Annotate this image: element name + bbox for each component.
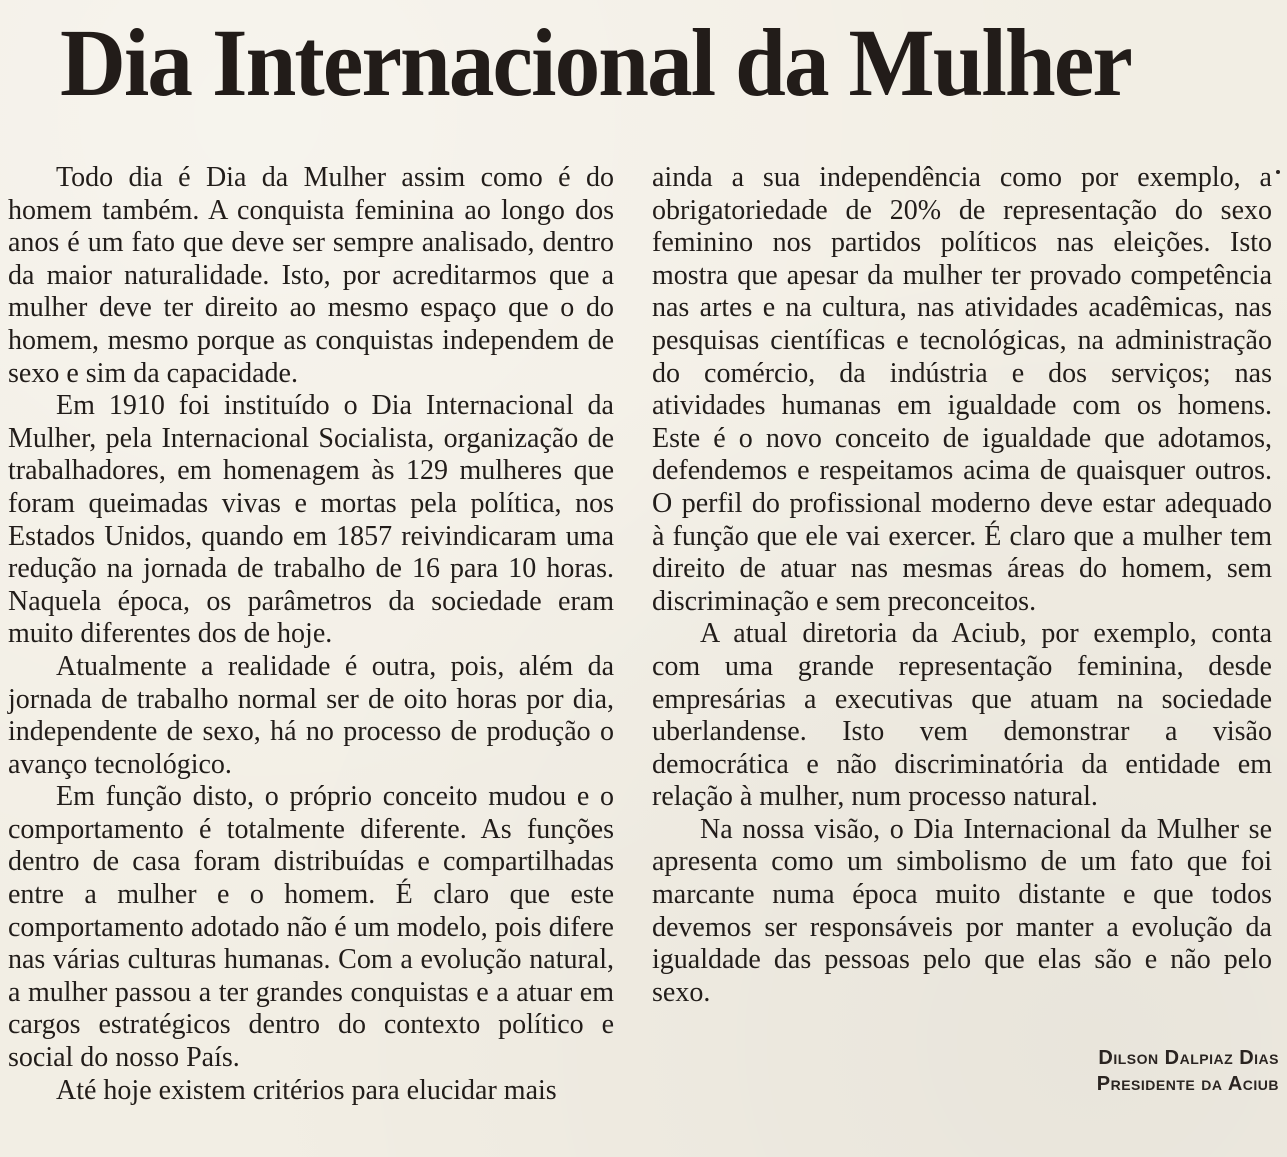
author-name: Dilson Dalpiaz Dias xyxy=(1098,1047,1279,1069)
author-title: Presidente da Aciub xyxy=(1096,1073,1279,1095)
print-speck xyxy=(1276,170,1280,174)
article-column-right xyxy=(652,162,1272,1009)
paragraph: A atual diretoria da Aciub, por exemplo, conta com uma grande representação feminina, desde empresárias a executivas que atuam na sociedade uberlandense. Isto vem demonstrar a visão democrática e não discriminatória da entidade em relação à mulher, num processo natural. xyxy=(652,618,1272,813)
paragraph: Todo dia é Dia da Mulher assim como é do homem também. A conquista feminina ao longo dos anos é um fato que deve ser sempre analisado, dentro da maior naturalidade. Isto, por acreditarmos que a mulher deve ter direito ao mesmo espaço que o do homem, mesmo porque as conquistas independem de sexo e sim da capacidade. xyxy=(8,162,614,389)
paragraph: Na nossa visão, o Dia Internacional da Mulher se apresenta como um simbolismo de um fato que foi marcante numa época muito distante e que todos devemos ser responsáveis por manter a evolução da igualdade das pessoas pelo que elas são e não pelo sexo. xyxy=(652,813,1272,1008)
paragraph: Até hoje existem critérios para elucidar mais xyxy=(56,1074,557,1106)
article-headline: Dia Internacional da Mulher xyxy=(60,9,1131,116)
article-column-left xyxy=(8,162,614,1107)
paragraph: Em 1910 foi instituído o Dia Internacional da Mulher, pela Internacional Socialista, organização de trabalhadores, em homenagem às 129 mulheres que foram queimadas vivas e mortas pela política, nos Estados Unidos, quando em 1857 reivindicaram uma redução na jornada de trabalho de 16 para 10 horas. Naquela época, os parâmetros da sociedade eram muito diferentes dos de hoje. xyxy=(8,390,614,650)
paragraph: Atualmente a realidade é outra, pois, além da jornada de trabalho normal ser de oito horas por dia, independente de sexo, há no processo de produção o avanço tecnológico. xyxy=(8,650,614,780)
paragraph: Em função disto, o próprio conceito mudou e o comportamento é totalmente diferente. As funções dentro de casa foram distribuídas e compartilhadas entre a mulher e o homem. É claro que este comportamento adotado não é um modelo, pois difere nas várias culturas humanas. Com a evolução natural, a mulher passou a ter grandes conquistas e a atuar em cargos estratégicos dentro do contexto político e social do nosso País. xyxy=(8,781,614,1074)
author-byline xyxy=(1097,1045,1279,1097)
paragraph-continuation: ainda a sua independência como por exemplo, a obrigatoriedade de 20% de representação do sexo feminino nos partidos políticos nas eleições. Isto mostra que apesar da mulher ter provado competência nas artes e na cultura, nas atividades acadêmicas, nas pesquisas científicas e tecnológicas, na administração do comércio, da indústria e dos serviços; nas atividades humanas em igualdade com os homens. Este é o novo conceito de igualdade que adotamos, defendemos e respeitamos acima de quaisquer outros. O perfil do profissional moderno deve estar adequado à função que ele vai exercer. É claro que a mulher tem direito de atuar nas mesmas áreas do homem, sem discriminação e sem preconceitos. xyxy=(652,162,1272,617)
